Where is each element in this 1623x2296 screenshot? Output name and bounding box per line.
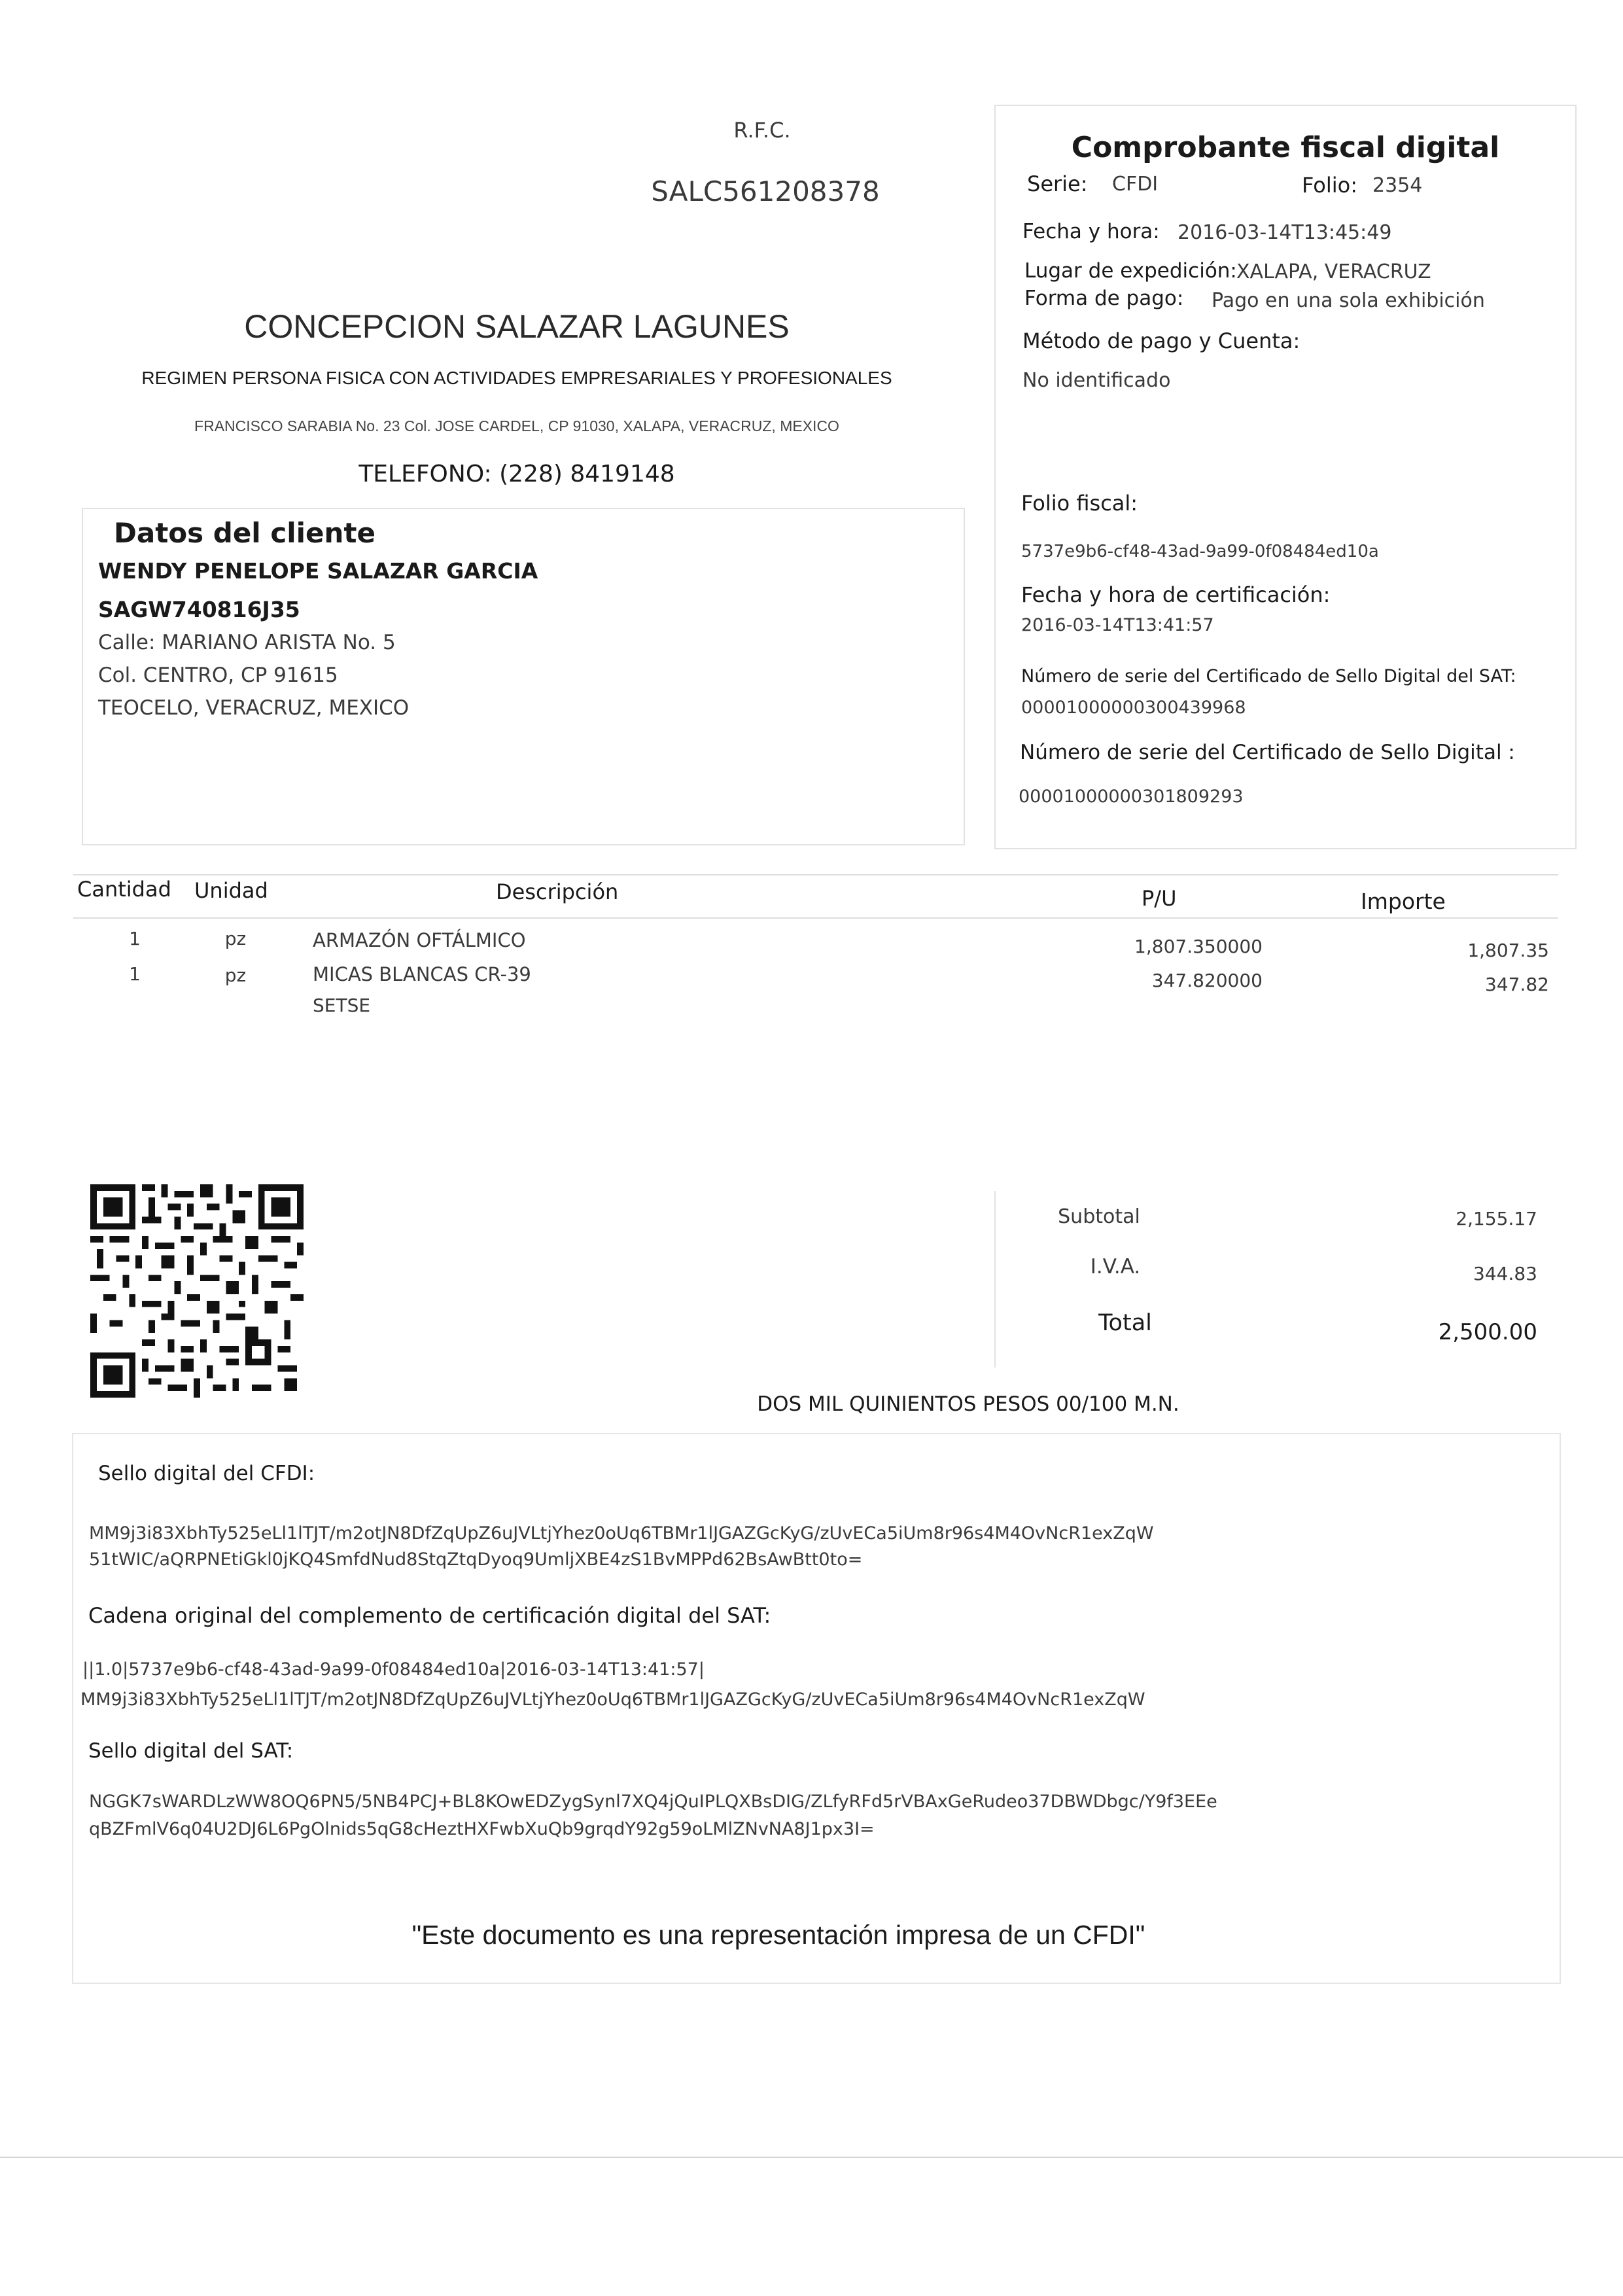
folio-fiscal-label: Folio fiscal: <box>1021 491 1138 516</box>
col-descripcion: Descripción <box>496 879 619 904</box>
table-row: 1 <box>129 963 141 985</box>
fecha-label: Fecha y hora: <box>1022 220 1160 243</box>
lugar-label: Lugar de expedición: <box>1024 259 1237 283</box>
fiscal-info-box <box>994 105 1577 849</box>
col-unidad: Unidad <box>194 878 268 903</box>
sello-cfdi-label: Sello digital del CFDI: <box>98 1462 315 1485</box>
rfc-label: R.F.C. <box>733 118 791 143</box>
fecha-cert-value: 2016-03-14T13:41:57 <box>1021 615 1214 635</box>
serie-value: CFDI <box>1112 173 1159 196</box>
row-importe: 347.82 <box>1485 974 1549 995</box>
table-header-divider <box>73 917 1558 919</box>
serie-sat-label: Número de serie del Certificado de Sello Digital del SAT: <box>1021 666 1516 686</box>
issuer-rfc: SALC561208378 <box>651 175 880 207</box>
issuer-address: FRANCISCO SARABIA No. 23 Col. JOSE CARDEL, CP 91030, XALAPA, VERACRUZ, MEXICO <box>194 417 839 434</box>
total-label: Total <box>1098 1310 1152 1336</box>
folio-value: 2354 <box>1372 174 1423 197</box>
row-descripcion-2: SETSE <box>313 995 371 1016</box>
forma-value: Pago en una sola exhibición <box>1212 289 1485 312</box>
client-heading: Datos del cliente <box>114 517 375 549</box>
row-importe: 1,807.35 <box>1467 940 1549 961</box>
client-street: Calle: MARIANO ARISTA No. 5 <box>98 631 396 654</box>
row-descripcion: ARMAZÓN OFTÁLMICO <box>313 929 526 951</box>
qr-code <box>90 1184 304 1398</box>
subtotal-label: Subtotal <box>1058 1205 1140 1228</box>
col-cantidad: Cantidad <box>77 877 171 902</box>
row-pu: 347.820000 <box>1151 970 1263 991</box>
row-unidad: pz <box>224 928 247 949</box>
amount-in-words: DOS MIL QUINIENTOS PESOS 00/100 M.N. <box>757 1392 1179 1416</box>
folio-label: Folio: <box>1302 173 1357 198</box>
lugar-value: XALAPA, VERACRUZ <box>1236 260 1431 283</box>
fecha-value: 2016-03-14T13:45:49 <box>1178 221 1392 244</box>
table-row: 1 <box>129 928 141 949</box>
row-pu: 1,807.350000 <box>1134 936 1263 957</box>
sello-sat-label: Sello digital del SAT: <box>88 1739 294 1763</box>
fecha-cert-label: Fecha y hora de certificación: <box>1021 582 1331 607</box>
sello-sat-line-2: qBZFmlV6q04U2DJ6L6PgOlnids5qG8cHeztHXFwbXuQb9grqdY92g59oLMlZNvNA8J1px3I= <box>89 1819 875 1839</box>
sello-cfdi-line-1: MM9j3i83XbhTy525eLl1lTJT/m2otJN8DfZqUpZ6uJVLtjYhez0oUq6TBMr1lJGAZGcKyG/zUvECa5iUm8r96s4M4OvNcR1exZqW <box>89 1523 1154 1544</box>
cadena-label: Cadena original del complemento de certificación digital del SAT: <box>88 1603 771 1628</box>
row-unidad: pz <box>224 964 247 986</box>
iva-value: 344.83 <box>1473 1263 1537 1284</box>
total-value: 2,500.00 <box>1438 1319 1537 1345</box>
subtotal-value: 2,155.17 <box>1456 1208 1537 1229</box>
sello-cfdi-line-2: 51tWIC/aQRPNEtiGkl0jKQ4SmfdNud8StqZtqDyoq9UmljXBE4zS1BvMPPd62BsAwBtt0to= <box>89 1549 863 1570</box>
table-top-divider <box>73 874 1558 875</box>
row-descripcion: MICAS BLANCAS CR-39 <box>313 963 531 985</box>
cadena-line-1: ||1.0|5737e9b6-cf48-43ad-9a99-0f08484ed10a|2016-03-14T13:41:57| <box>82 1659 705 1680</box>
fiscal-title: Comprobante fiscal digital <box>1071 131 1500 164</box>
issuer-name: CONCEPCION SALAZAR LAGUNES <box>244 308 790 345</box>
client-colonia: Col. CENTRO, CP 91615 <box>98 663 338 687</box>
cfdi-representation-note: "Este documento es una representación impresa de un CFDI" <box>411 1920 1145 1950</box>
scan-edge-line <box>0 2157 1623 2158</box>
client-rfc: SAGW740816J35 <box>98 597 300 622</box>
iva-label: I.V.A. <box>1090 1255 1141 1279</box>
totals-divider <box>994 1191 996 1368</box>
issuer-regime: REGIMEN PERSONA FISICA CON ACTIVIDADES EMPRESARIALES Y PROFESIONALES <box>141 368 892 388</box>
serie-sat-value: 00001000000300439968 <box>1021 698 1246 718</box>
issuer-phone: TELEFONO: (228) 8419148 <box>358 461 675 487</box>
col-importe: Importe <box>1361 889 1446 914</box>
folio-fiscal-value: 5737e9b6-cf48-43ad-9a99-0f08484ed10a <box>1021 542 1379 561</box>
col-pu: P/U <box>1142 886 1177 911</box>
serie-label: Serie: <box>1027 171 1088 196</box>
client-name: WENDY PENELOPE SALAZAR GARCIA <box>98 558 538 584</box>
serie-csd-label: Número de serie del Certificado de Sello Digital : <box>1020 741 1515 764</box>
forma-label: Forma de pago: <box>1024 287 1184 310</box>
client-city: TEOCELO, VERACRUZ, MEXICO <box>98 696 410 720</box>
sello-sat-line-1: NGGK7sWARDLzWW8OQ6PN5/5NB4PCJ+BL8KOwEDZygSynl7XQ4jQuIPLQXBsDIG/ZLfyRFd5rVBAxGeRudeo37DBWDbgc/Y9f3EEe <box>89 1792 1217 1812</box>
metodo-label: Método de pago y Cuenta: <box>1022 328 1300 353</box>
metodo-value: No identificado <box>1022 369 1171 392</box>
serie-csd-value: 00001000000301809293 <box>1019 786 1244 807</box>
cadena-line-2: MM9j3i83XbhTy525eLl1lTJT/m2otJN8DfZqUpZ6uJVLtjYhez0oUq6TBMr1lJGAZGcKyG/zUvECa5iUm8r96s4M4OvNcR1exZqW <box>80 1689 1145 1710</box>
